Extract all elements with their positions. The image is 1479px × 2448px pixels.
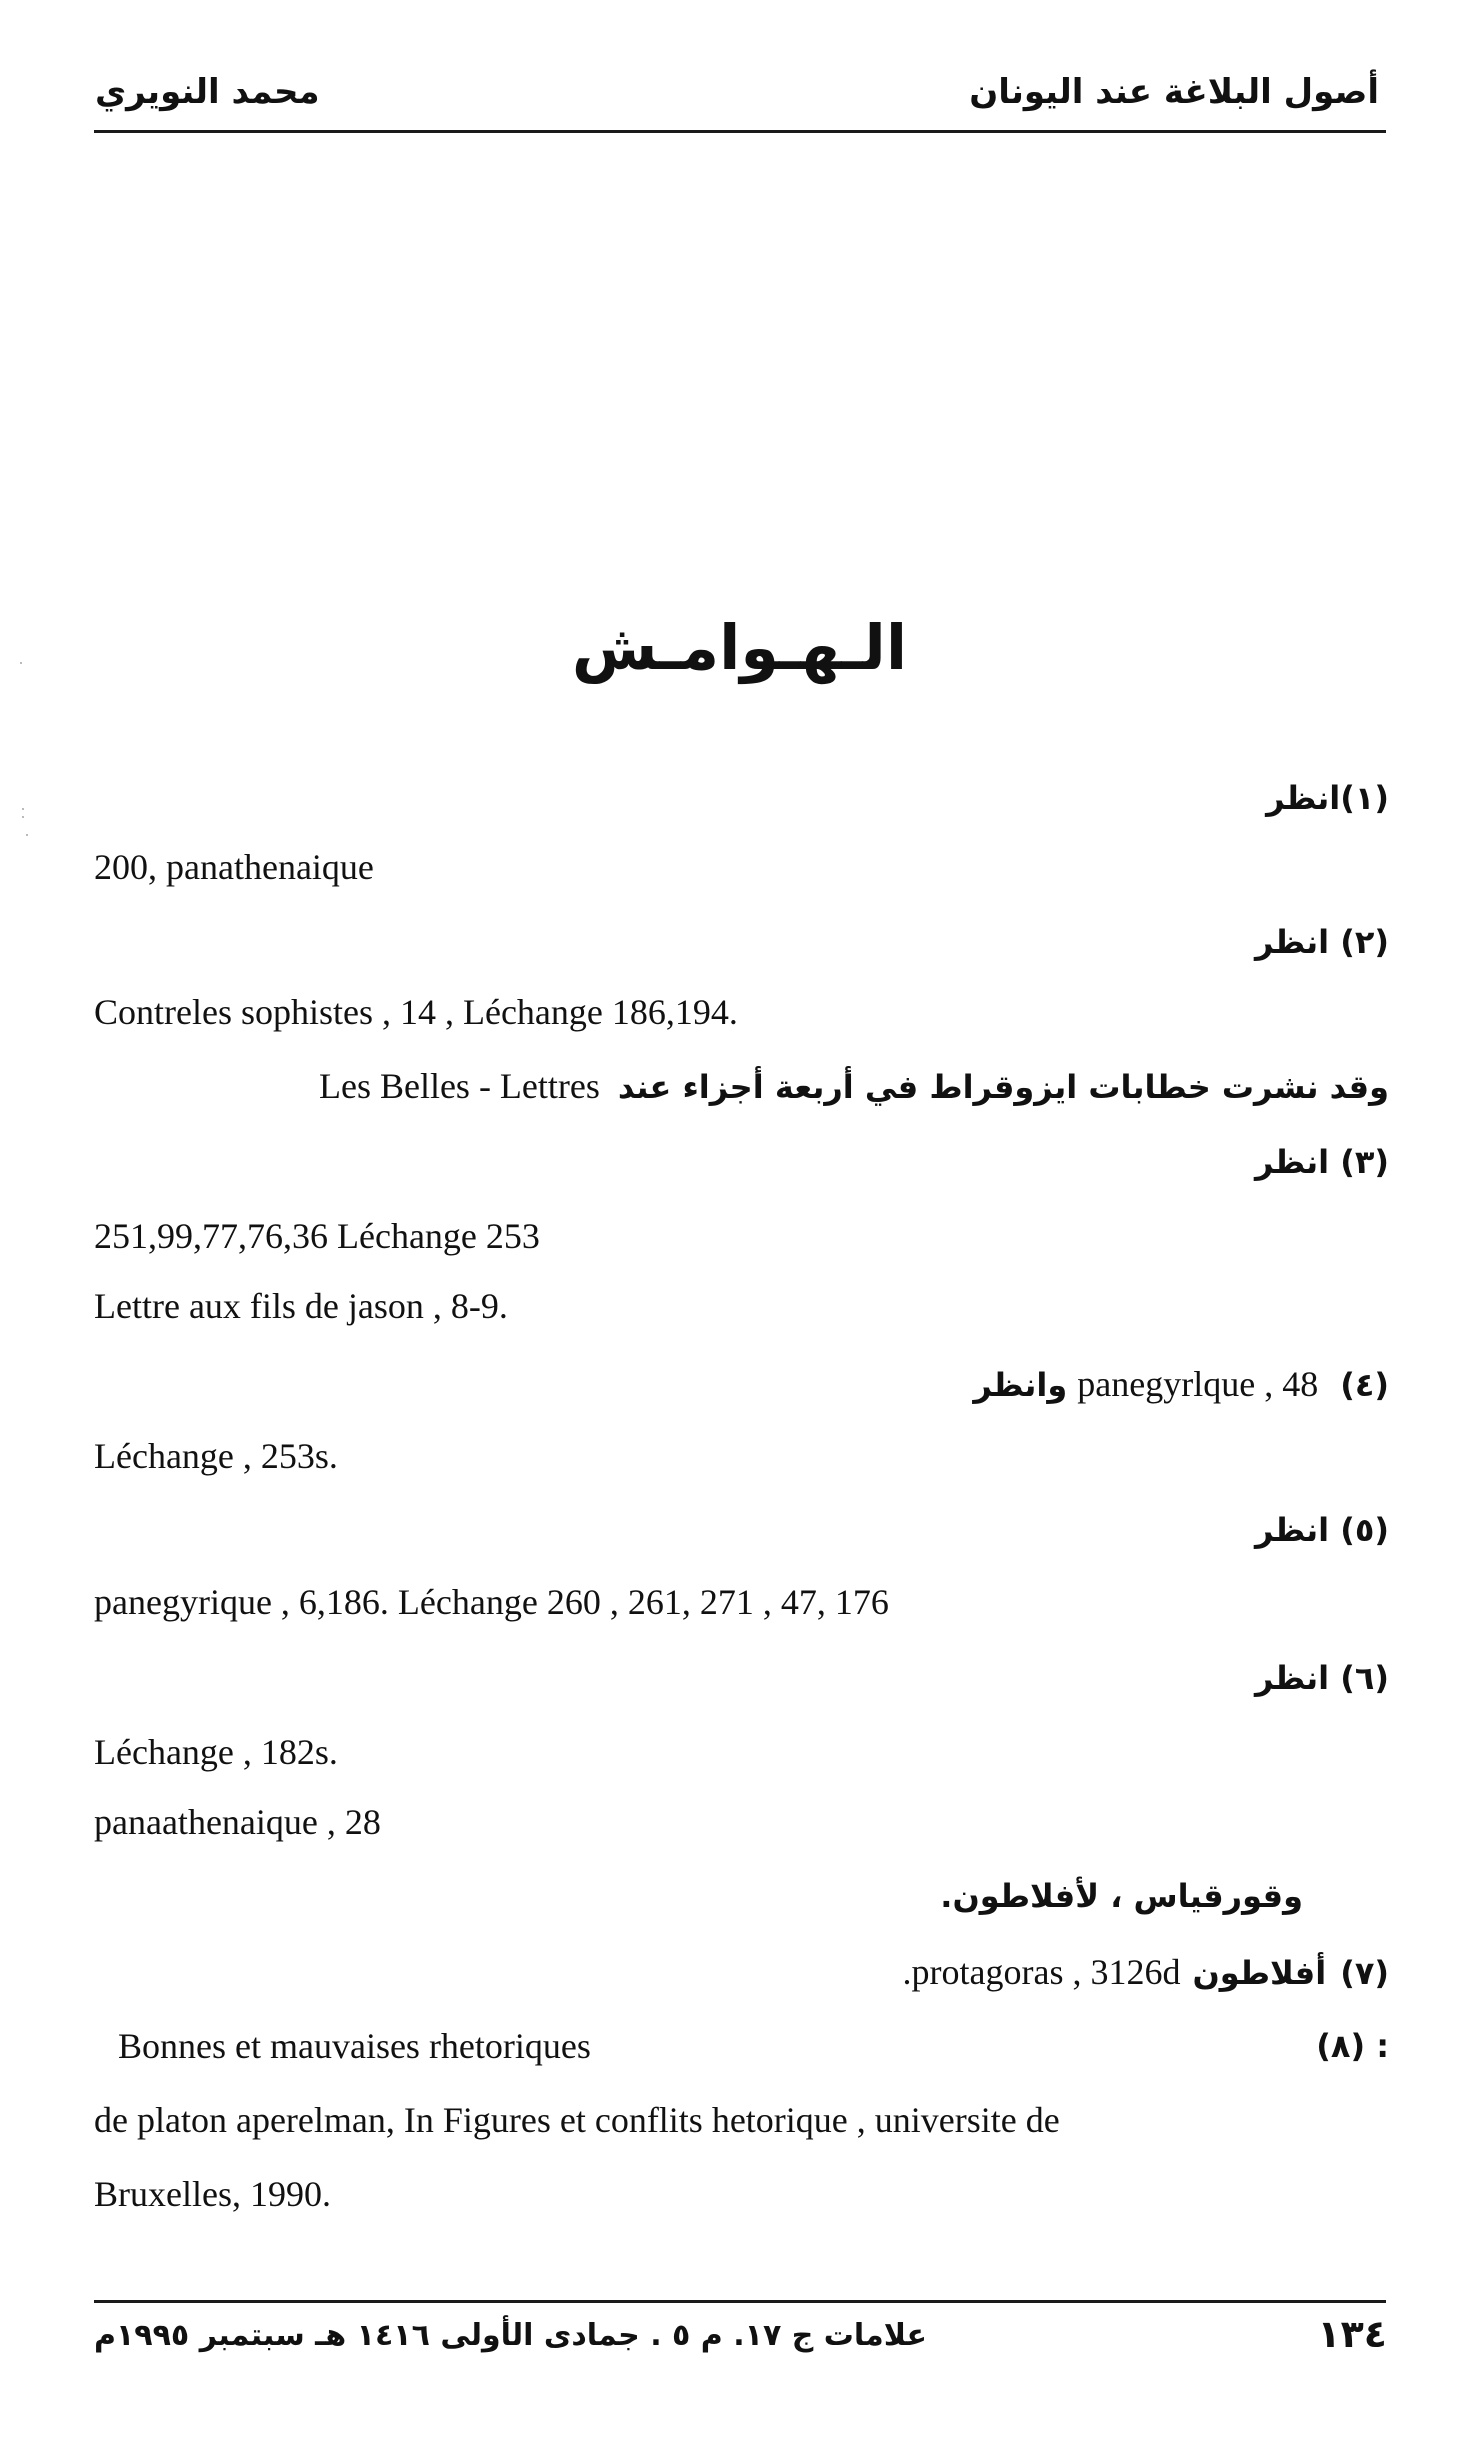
scan-artifact: [20, 662, 22, 664]
note-4-line-1: Léchange , 253s.: [94, 1436, 338, 1476]
note-2-latin-text: Les Belles - Lettres: [318, 1066, 600, 1106]
note-3-line-1: 251,99,77,76,36 Léchange 253: [94, 1216, 540, 1256]
note-5-marker: (٥) انظر: [1255, 1511, 1389, 1549]
note-8-marker: : (٨): [1316, 2027, 1389, 2065]
note-8-line-1: de platon aperelman, In Figures et conflits hetorique , universite de: [94, 2100, 1060, 2140]
scan-artifact: [26, 834, 28, 836]
note-6-line-1: Léchange , 182s.: [94, 1732, 338, 1772]
note-7-marker: (٧): [1340, 1954, 1389, 1992]
note-4-marker-line: [973, 1362, 1389, 1407]
note-8-title: Bonnes et mauvaises rhetoriques: [118, 2026, 591, 2066]
note-6-marker: (٦) انظر: [1255, 1659, 1389, 1697]
page-number: ١٣٤: [1317, 2312, 1387, 2356]
note-1-line-1: 200, panathenaique: [94, 847, 374, 887]
note-6-arabic-line: وقورقياس ، لأفلاطون.: [940, 1877, 1303, 1915]
running-header-title: أصول البلاغة عند اليونان: [969, 72, 1379, 112]
header-rule: [94, 130, 1386, 133]
note-5-line-1: panegyrique , 6,186. Léchange 260 , 261, 271 , 47, 176: [94, 1582, 889, 1622]
note-3-marker: (٣) انظر: [1255, 1143, 1389, 1181]
note-2-mixed-line: [319, 1064, 1389, 1109]
footer-rule: [94, 2300, 1386, 2303]
note-7-latin-text: protagoras , 3126d.: [902, 1952, 1181, 1992]
note-1-marker: (١)انظر: [1266, 779, 1389, 817]
note-7-line: [903, 1950, 1389, 1995]
note-4-marker: (٤): [1340, 1366, 1389, 1404]
note-7-arabic-text: أفلاطون: [1192, 1954, 1327, 1992]
note-4-arabic-text: وانظر: [973, 1366, 1068, 1404]
section-heading: الـهـوامـش: [571, 611, 908, 684]
footer-journal-issue: علامات ج ١٧. م ٥ . جمادى الأولى ١٤١٦ هـ سبتمبر ١٩٩٥م: [94, 2318, 928, 2353]
note-6-line-2: panaathenaique , 28: [94, 1802, 381, 1842]
note-8-line-2: Bruxelles, 1990.: [94, 2174, 331, 2214]
note-2-line-1: Contreles sophistes , 14 , Léchange 186,194.: [94, 992, 738, 1032]
scan-artifact: [22, 816, 24, 818]
note-3-line-2: Lettre aux fils de jason , 8-9.: [94, 1286, 508, 1326]
scan-artifact: [22, 808, 24, 810]
note-2-arabic-text: وقد نشرت خطابات ايزوقراط في أربعة أجزاء عند: [617, 1068, 1389, 1106]
note-2-marker: (٢) انظر: [1255, 923, 1389, 961]
note-4-latin-text: panegyrlque , 48: [1077, 1364, 1319, 1404]
running-header-author: محمد النويري: [95, 72, 320, 112]
